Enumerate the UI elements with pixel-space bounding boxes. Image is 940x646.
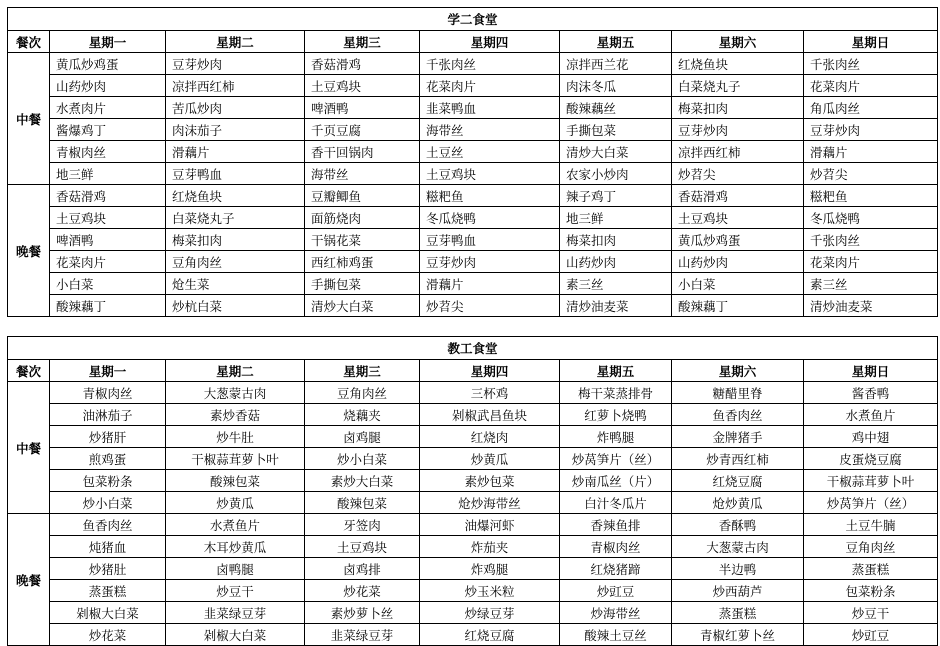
day-header: 星期四 xyxy=(420,31,560,53)
day-header: 星期日 xyxy=(804,360,938,382)
meal-header: 餐次 xyxy=(8,360,50,382)
dish-cell: 炒花菜 xyxy=(305,580,420,602)
dish-cell: 地三鲜 xyxy=(50,163,166,185)
day-header: 星期三 xyxy=(305,360,420,382)
dish-cell: 豆芽炒肉 xyxy=(166,53,305,75)
dish-cell: 小白菜 xyxy=(50,273,166,295)
dish-cell: 凉拌西红柿 xyxy=(672,141,804,163)
table-row xyxy=(8,558,938,580)
dish-cell: 炒莴笋片（丝） xyxy=(560,448,672,470)
dish-cell: 豆瓣鲫鱼 xyxy=(305,185,420,207)
day-header: 星期二 xyxy=(166,31,305,53)
dish-cell: 青椒肉丝 xyxy=(50,141,166,163)
dish-cell: 半边鸭 xyxy=(672,558,804,580)
dish-cell: 苦瓜炒肉 xyxy=(166,97,305,119)
dish-cell: 土豆鸡块 xyxy=(672,207,804,229)
dish-cell: 红烧鱼块 xyxy=(166,185,305,207)
dish-cell: 酸辣藕丁 xyxy=(672,295,804,317)
dish-cell: 农家小炒肉 xyxy=(560,163,672,185)
table-row xyxy=(8,382,938,404)
dish-cell: 水煮鱼片 xyxy=(166,514,305,536)
dish-cell: 炸茄夹 xyxy=(420,536,560,558)
dish-cell: 牙签肉 xyxy=(305,514,420,536)
dish-cell: 花菜肉片 xyxy=(804,251,938,273)
day-header: 星期三 xyxy=(305,31,420,53)
dish-cell: 酸辣包菜 xyxy=(305,492,420,514)
dish-cell: 千张肉丝 xyxy=(804,53,938,75)
dish-cell: 凉拌西红柿 xyxy=(166,75,305,97)
table-row xyxy=(8,602,938,624)
dish-cell: 蒸蛋糕 xyxy=(672,602,804,624)
dish-cell: 小白菜 xyxy=(672,273,804,295)
dish-cell: 卤鸭腿 xyxy=(166,558,305,580)
dish-cell: 滑藕片 xyxy=(166,141,305,163)
table-row xyxy=(8,75,938,97)
table-row xyxy=(8,141,938,163)
canteen-title: 教工食堂 xyxy=(8,337,938,360)
dish-cell: 鱼香肉丝 xyxy=(50,514,166,536)
dish-cell: 炸鸭腿 xyxy=(560,426,672,448)
table-row xyxy=(8,97,938,119)
table-row xyxy=(8,448,938,470)
dish-cell: 素三丝 xyxy=(804,273,938,295)
day-header: 星期日 xyxy=(804,31,938,53)
dish-cell: 青椒肉丝 xyxy=(50,382,166,404)
dish-cell: 炝炒黄瓜 xyxy=(672,492,804,514)
dish-cell: 炒青西红柿 xyxy=(672,448,804,470)
dish-cell: 韭菜绿豆芽 xyxy=(166,602,305,624)
dish-cell: 酸辣藕丝 xyxy=(560,97,672,119)
dish-cell: 糍粑鱼 xyxy=(804,185,938,207)
dish-cell: 蒸蛋糕 xyxy=(50,580,166,602)
dish-cell: 山药炒肉 xyxy=(560,251,672,273)
dish-cell: 冬瓜烧鸭 xyxy=(420,207,560,229)
table-row xyxy=(8,470,938,492)
dish-cell: 炸鸡腿 xyxy=(420,558,560,580)
dish-cell: 花菜肉片 xyxy=(50,251,166,273)
dish-cell: 香菇滑鸡 xyxy=(305,53,420,75)
dish-cell: 红烧猪蹄 xyxy=(560,558,672,580)
dish-cell: 啤酒鸭 xyxy=(50,229,166,251)
dish-cell: 红烧豆腐 xyxy=(420,624,560,646)
dish-cell: 素炒香菇 xyxy=(166,404,305,426)
table-row xyxy=(8,295,938,317)
dish-cell: 滑藕片 xyxy=(420,273,560,295)
header-row xyxy=(8,31,938,53)
dish-cell: 香酥鸭 xyxy=(672,514,804,536)
dish-cell: 炒海带丝 xyxy=(560,602,672,624)
dish-cell: 皮蛋烧豆腐 xyxy=(804,448,938,470)
dish-cell: 土豆鸡块 xyxy=(305,75,420,97)
dish-cell: 红烧肉 xyxy=(420,426,560,448)
table-row xyxy=(8,251,938,273)
dish-cell: 手撕包菜 xyxy=(305,273,420,295)
dish-cell: 清炒油麦菜 xyxy=(804,295,938,317)
day-header: 星期一 xyxy=(50,31,166,53)
dish-cell: 包菜粉条 xyxy=(804,580,938,602)
dish-cell: 土豆牛腩 xyxy=(804,514,938,536)
dish-cell: 土豆鸡块 xyxy=(50,207,166,229)
dish-cell: 酸辣土豆丝 xyxy=(560,624,672,646)
dish-cell: 卤鸡排 xyxy=(305,558,420,580)
dish-cell: 豆角肉丝 xyxy=(305,382,420,404)
dish-cell: 海带丝 xyxy=(420,119,560,141)
dish-cell: 梅菜扣肉 xyxy=(560,229,672,251)
dish-cell: 手撕包菜 xyxy=(560,119,672,141)
day-header: 星期一 xyxy=(50,360,166,382)
dish-cell: 炝炒海带丝 xyxy=(420,492,560,514)
dish-cell: 滑藕片 xyxy=(804,141,938,163)
dish-cell: 三杯鸡 xyxy=(420,382,560,404)
dish-cell: 蒸蛋糕 xyxy=(804,558,938,580)
dish-cell: 香菇滑鸡 xyxy=(672,185,804,207)
dish-cell: 山药炒肉 xyxy=(672,251,804,273)
table-row xyxy=(8,207,938,229)
dish-cell: 炒西葫芦 xyxy=(672,580,804,602)
dish-cell: 青椒肉丝 xyxy=(560,536,672,558)
dish-cell: 烧藕夹 xyxy=(305,404,420,426)
day-header: 星期四 xyxy=(420,360,560,382)
dish-cell: 酱爆鸡丁 xyxy=(50,119,166,141)
dish-cell: 糖醋里脊 xyxy=(672,382,804,404)
dish-cell: 红烧豆腐 xyxy=(672,470,804,492)
dish-cell: 花菜肉片 xyxy=(804,75,938,97)
dish-cell: 炒豇豆 xyxy=(560,580,672,602)
dish-cell: 角瓜肉丝 xyxy=(804,97,938,119)
canteen-title: 学二食堂 xyxy=(8,8,938,31)
title-row xyxy=(8,337,938,360)
table-row xyxy=(8,426,938,448)
dish-cell: 肉沫冬瓜 xyxy=(560,75,672,97)
dish-cell: 煎鸡蛋 xyxy=(50,448,166,470)
title-row xyxy=(8,8,938,31)
dish-cell: 韭菜鸭血 xyxy=(420,97,560,119)
dish-cell: 土豆鸡块 xyxy=(305,536,420,558)
dish-cell: 香辣鱼排 xyxy=(560,514,672,536)
dish-cell: 金牌猪手 xyxy=(672,426,804,448)
dish-cell: 西红柿鸡蛋 xyxy=(305,251,420,273)
dish-cell: 剁椒大白菜 xyxy=(50,602,166,624)
dish-cell: 红烧鱼块 xyxy=(672,53,804,75)
table-row xyxy=(8,273,938,295)
day-header: 星期五 xyxy=(560,31,672,53)
dish-cell: 炒猪肚 xyxy=(50,558,166,580)
dish-cell: 剁椒武昌鱼块 xyxy=(420,404,560,426)
dish-cell: 卤鸡腿 xyxy=(305,426,420,448)
dish-cell: 油爆河虾 xyxy=(420,514,560,536)
dish-cell: 豆芽炒肉 xyxy=(672,119,804,141)
dish-cell: 素炒萝卜丝 xyxy=(305,602,420,624)
dish-cell: 包菜粉条 xyxy=(50,470,166,492)
dish-cell: 炒苕尖 xyxy=(672,163,804,185)
header-row xyxy=(8,360,938,382)
dish-cell: 啤酒鸭 xyxy=(305,97,420,119)
dish-cell: 大葱蒙古肉 xyxy=(166,382,305,404)
dish-cell: 梅菜扣肉 xyxy=(672,97,804,119)
dish-cell: 木耳炒黄瓜 xyxy=(166,536,305,558)
day-header: 星期二 xyxy=(166,360,305,382)
dish-cell: 炒黄瓜 xyxy=(420,448,560,470)
dish-cell: 地三鲜 xyxy=(560,207,672,229)
dish-cell: 炒苕尖 xyxy=(420,295,560,317)
dish-cell: 炝生菜 xyxy=(166,273,305,295)
canteen-menu-table xyxy=(7,336,938,646)
dish-cell: 豆芽鸭血 xyxy=(166,163,305,185)
dish-cell: 水煮鱼片 xyxy=(804,404,938,426)
table-row xyxy=(8,536,938,558)
dish-cell: 炒苕尖 xyxy=(804,163,938,185)
dish-cell: 千张肉丝 xyxy=(804,229,938,251)
canteen-menu-table xyxy=(7,7,938,317)
dish-cell: 白菜烧丸子 xyxy=(672,75,804,97)
dish-cell: 炒玉米粒 xyxy=(420,580,560,602)
dish-cell: 素炒大白菜 xyxy=(305,470,420,492)
lunch-label: 中餐 xyxy=(8,53,50,185)
dish-cell: 梅干菜蒸排骨 xyxy=(560,382,672,404)
table-row xyxy=(8,624,938,646)
dish-cell: 素炒包菜 xyxy=(420,470,560,492)
dinner-label: 晚餐 xyxy=(8,185,50,317)
day-header: 星期六 xyxy=(672,360,804,382)
dish-cell: 干椒蒜茸萝卜叶 xyxy=(166,448,305,470)
table-row xyxy=(8,514,938,536)
dish-cell: 素三丝 xyxy=(560,273,672,295)
table-row xyxy=(8,404,938,426)
dish-cell: 冬瓜烧鸭 xyxy=(804,207,938,229)
dish-cell: 油淋茄子 xyxy=(50,404,166,426)
dish-cell: 红萝卜烧鸭 xyxy=(560,404,672,426)
dish-cell: 炒黄瓜 xyxy=(166,492,305,514)
table-row xyxy=(8,229,938,251)
dish-cell: 豆芽鸭血 xyxy=(420,229,560,251)
dish-cell: 剁椒大白菜 xyxy=(166,624,305,646)
dish-cell: 千张肉丝 xyxy=(420,53,560,75)
dish-cell: 肉沫茄子 xyxy=(166,119,305,141)
dish-cell: 炒杭白菜 xyxy=(166,295,305,317)
dish-cell: 干椒蒜茸萝卜叶 xyxy=(804,470,938,492)
dish-cell: 土豆鸡块 xyxy=(420,163,560,185)
dish-cell: 海带丝 xyxy=(305,163,420,185)
dish-cell: 千页豆腐 xyxy=(305,119,420,141)
dish-cell: 白汁冬瓜片 xyxy=(560,492,672,514)
table-row xyxy=(8,53,938,75)
dish-cell: 面筋烧肉 xyxy=(305,207,420,229)
dish-cell: 青椒红萝卜丝 xyxy=(672,624,804,646)
dish-cell: 炒小白菜 xyxy=(305,448,420,470)
dish-cell: 鸡中翅 xyxy=(804,426,938,448)
table-row xyxy=(8,580,938,602)
day-header: 星期五 xyxy=(560,360,672,382)
dish-cell: 炒牛肚 xyxy=(166,426,305,448)
dish-cell: 酸辣藕丁 xyxy=(50,295,166,317)
dish-cell: 韭菜绿豆芽 xyxy=(305,624,420,646)
dinner-label: 晚餐 xyxy=(8,514,50,646)
dish-cell: 炒豇豆 xyxy=(804,624,938,646)
dish-cell: 黄瓜炒鸡蛋 xyxy=(50,53,166,75)
dish-cell: 炒豆干 xyxy=(804,602,938,624)
table-row xyxy=(8,492,938,514)
table-row xyxy=(8,163,938,185)
table-row xyxy=(8,119,938,141)
day-header: 星期六 xyxy=(672,31,804,53)
dish-cell: 炒绿豆芽 xyxy=(420,602,560,624)
dish-cell: 酸辣包菜 xyxy=(166,470,305,492)
meal-header: 餐次 xyxy=(8,31,50,53)
dish-cell: 酱香鸭 xyxy=(804,382,938,404)
dish-cell: 炒小白菜 xyxy=(50,492,166,514)
dish-cell: 梅菜扣肉 xyxy=(166,229,305,251)
dish-cell: 炒花菜 xyxy=(50,624,166,646)
dish-cell: 花菜肉片 xyxy=(420,75,560,97)
dish-cell: 大葱蒙古肉 xyxy=(672,536,804,558)
dish-cell: 香菇滑鸡 xyxy=(50,185,166,207)
dish-cell: 干锅花菜 xyxy=(305,229,420,251)
dish-cell: 鱼香肉丝 xyxy=(672,404,804,426)
dish-cell: 土豆丝 xyxy=(420,141,560,163)
dish-cell: 清炒大白菜 xyxy=(305,295,420,317)
dish-cell: 白菜烧丸子 xyxy=(166,207,305,229)
dish-cell: 山药炒肉 xyxy=(50,75,166,97)
dish-cell: 豆角肉丝 xyxy=(804,536,938,558)
dish-cell: 炒猪肝 xyxy=(50,426,166,448)
dish-cell: 炒豆干 xyxy=(166,580,305,602)
dish-cell: 水煮肉片 xyxy=(50,97,166,119)
table-row xyxy=(8,185,938,207)
dish-cell: 香干回锅肉 xyxy=(305,141,420,163)
dish-cell: 凉拌西兰花 xyxy=(560,53,672,75)
dish-cell: 黄瓜炒鸡蛋 xyxy=(672,229,804,251)
dish-cell: 清炒油麦菜 xyxy=(560,295,672,317)
dish-cell: 炖猪血 xyxy=(50,536,166,558)
dish-cell: 豆芽炒肉 xyxy=(420,251,560,273)
dish-cell: 豆芽炒肉 xyxy=(804,119,938,141)
dish-cell: 辣子鸡丁 xyxy=(560,185,672,207)
dish-cell: 豆角肉丝 xyxy=(166,251,305,273)
dish-cell: 清炒大白菜 xyxy=(560,141,672,163)
lunch-label: 中餐 xyxy=(8,382,50,514)
dish-cell: 炒莴笋片（丝） xyxy=(804,492,938,514)
dish-cell: 糍粑鱼 xyxy=(420,185,560,207)
dish-cell: 炒南瓜丝（片） xyxy=(560,470,672,492)
